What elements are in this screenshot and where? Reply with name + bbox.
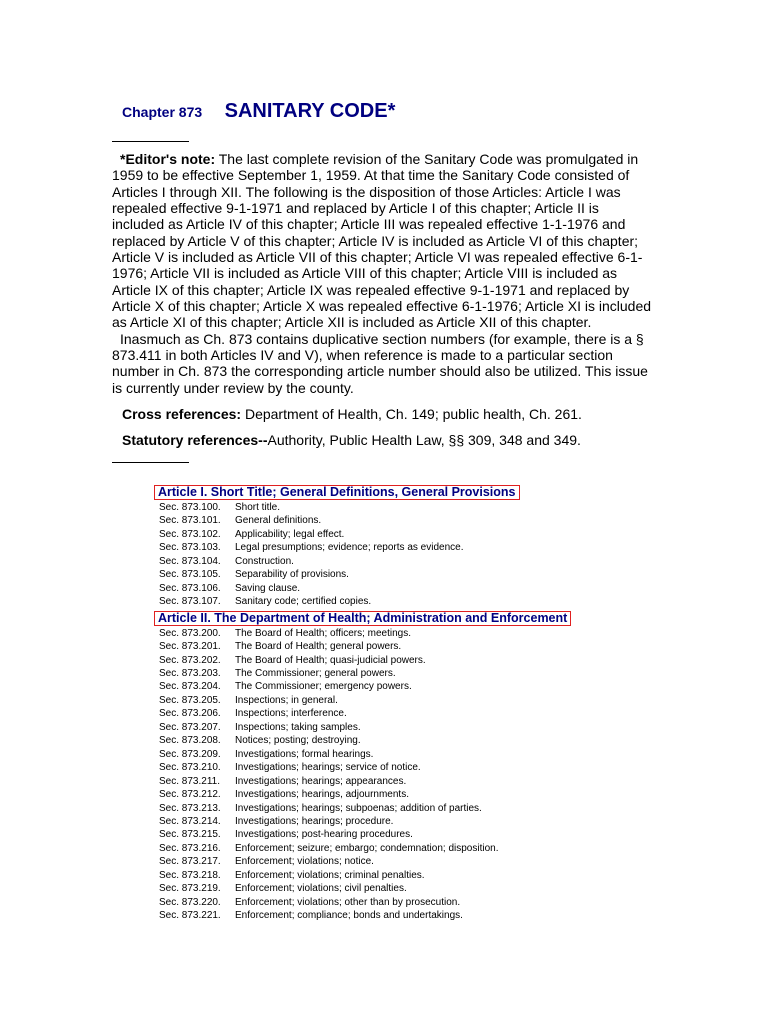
section-item[interactable] [154,694,624,707]
section-title: Enforcement; violations; criminal penalties. [235,869,425,881]
article-link-2[interactable]: Article II. The Department of Health; Administration and Enforcement [154,611,571,626]
section-title: General definitions. [235,515,322,527]
section-title: Enforcement; compliance; bonds and undertakings. [235,910,463,922]
divider-bottom [112,462,189,463]
section-item[interactable] [154,855,624,868]
section-title: Enforcement; violations; civil penalties. [235,883,407,895]
section-number: Sec. 873.217. [159,856,221,868]
section-number: Sec. 873.206. [159,708,221,720]
section-item[interactable] [154,627,624,640]
section-number: Sec. 873.216. [159,842,221,854]
section-item[interactable] [154,775,624,788]
section-item[interactable] [154,528,624,541]
article-link-1[interactable]: Article I. Short Title; General Definitions, General Provisions [154,485,520,500]
editors-note-text-2: Inasmuch as Ch. 873 contains duplicative section numbers (for example, there is a § 873.411 in both Articles IV and V), when reference is made to a particular section number in Ch. 873 the corresponding article number should also be utilized. This issue is currently under review by the county. [112,330,648,396]
section-item[interactable] [154,541,624,554]
section-item[interactable] [154,707,624,720]
section-number: Sec. 873.208. [159,735,221,747]
editors-note [112,151,652,396]
section-item[interactable] [154,568,624,581]
cross-references-label: Cross references: [122,406,242,422]
section-number: Sec. 873.204. [159,681,221,693]
section-number: Sec. 873.209. [159,748,221,760]
section-title: Investigations; post-hearing procedures. [235,829,413,841]
section-item[interactable] [154,595,624,608]
section-title: The Commissioner; emergency powers. [235,681,412,693]
chapter-label: Chapter 873 [122,104,203,120]
section-number: Sec. 873.210. [159,762,221,774]
section-item[interactable] [154,815,624,828]
section-title: Investigations; hearings; appearances. [235,775,407,787]
section-item[interactable] [154,828,624,841]
section-title: Inspections; interference. [235,708,347,720]
section-title: Investigations; hearings; subpoenas; addition of parties. [235,802,482,814]
section-title: Investigations; hearings, adjournments. [235,789,409,801]
cross-references [122,406,582,422]
section-item[interactable] [154,721,624,734]
section-number: Sec. 873.219. [159,883,221,895]
section-title: Saving clause. [235,582,301,594]
editors-note-text-1: The last complete revision of the Sanitary Code was promulgated in 1959 to be effective September 1, 1959. At that time the Sanitary Code consisted of Articles I through XII. The following is the disposition of those Articles: Article I was repealed effective 9-1-1971 and replaced by Article I of this chapter; Article II is included as Article IV of this chapter; Article III was repealed effective 1-1-1976 and replaced by Article V of this chapter; Article IV is included as Article VI of this chapter; Article V is included as Article VII of this chapter; Article VI was repealed effective 6-1-1976; Article VII is included as Article VIII of this chapter; Article VIII is included as Article IX of this chapter; Article IX was repealed effective 9-1-1971 and replaced by Article X of this chapter; Article X was repealed effective 6-1-1976; Article XI is included as Article XI of this chapter; Article XII is included as Article XII of this chapter. [112,151,652,331]
section-number: Sec. 873.103. [159,542,221,554]
section-item[interactable] [154,640,624,653]
section-number: Sec. 873.105. [159,569,221,581]
section-title: Investigations; hearings; service of notice. [235,762,421,774]
section-title: The Commissioner; general powers. [235,667,396,679]
section-title: Short title. [235,502,281,513]
section-title: Construction. [235,555,294,567]
page-title: SANITARY CODE* [224,100,396,122]
section-item[interactable] [154,761,624,774]
divider-top [112,141,189,142]
section-item[interactable] [154,667,624,680]
section-item[interactable] [154,582,624,595]
section-item[interactable] [154,869,624,882]
section-title: Enforcement; seizure; embargo; condemnation; disposition. [235,842,499,854]
section-title: Enforcement; violations; other than by prosecution. [235,896,461,908]
section-number: Sec. 873.202. [159,654,221,666]
section-number: Sec. 873.200. [159,627,221,639]
section-number: Sec. 873.215. [159,829,221,841]
section-number: Sec. 873.218. [159,869,221,881]
statutory-references [122,432,581,448]
section-number: Sec. 873.104. [159,555,221,567]
section-number: Sec. 873.207. [159,721,221,733]
section-item[interactable] [154,748,624,761]
section-number: Sec. 873.213. [159,802,221,814]
section-title: Applicability; legal effect. [235,528,345,540]
table-of-contents [154,483,624,923]
section-item[interactable] [154,882,624,895]
section-number: Sec. 873.107. [159,596,221,608]
section-number: Sec. 873.211. [159,775,220,787]
section-title: Sanitary code; certified copies. [235,596,372,608]
statutory-references-text: Authority, Public Health Law, §§ 309, 348 and 349. [267,432,581,448]
section-number: Sec. 873.201. [159,641,221,653]
editors-note-label: *Editor's note: [120,151,216,167]
statutory-references-label: Statutory references-- [122,432,268,448]
section-item[interactable] [154,514,624,527]
section-number: Sec. 873.212. [159,789,221,801]
section-item[interactable] [154,555,624,568]
section-title: Investigations; formal hearings. [235,748,374,760]
section-item[interactable] [154,842,624,855]
section-number: Sec. 873.102. [159,528,221,540]
cross-references-text: Department of Health, Ch. 149; public health, Ch. 261. [244,406,582,422]
section-number: Sec. 873.100. [159,502,221,513]
section-item[interactable] [154,788,624,801]
section-item[interactable] [154,909,624,922]
section-item[interactable] [154,501,624,514]
section-number: Sec. 873.203. [159,667,221,679]
section-title: The Board of Health; general powers. [235,641,402,653]
section-title: The Board of Health; officers; meetings. [235,627,412,639]
section-title: Enforcement; violations; notice. [235,856,374,868]
section-title: Separability of provisions. [235,569,349,581]
section-number: Sec. 873.106. [159,582,221,594]
section-item[interactable] [154,896,624,909]
section-title: Legal presumptions; evidence; reports as evidence. [235,542,464,554]
section-number: Sec. 873.221. [159,910,221,922]
section-number: Sec. 873.205. [159,694,221,706]
editors-note-paragraph-1 [112,151,652,331]
section-item[interactable] [154,654,624,667]
section-number: Sec. 873.214. [159,815,221,827]
section-item[interactable] [154,680,624,693]
section-title: Investigations; hearings; procedure. [235,815,394,827]
section-title: Notices; posting; destroying. [235,735,361,747]
page-heading [122,100,395,123]
section-title: Inspections; in general. [235,694,338,706]
section-number: Sec. 873.220. [159,896,221,908]
section-item[interactable] [154,802,624,815]
section-number: Sec. 873.101. [159,515,221,527]
section-title: Inspections; taking samples. [235,721,361,733]
section-item[interactable] [154,734,624,747]
section-title: The Board of Health; quasi-judicial powers. [235,654,426,666]
